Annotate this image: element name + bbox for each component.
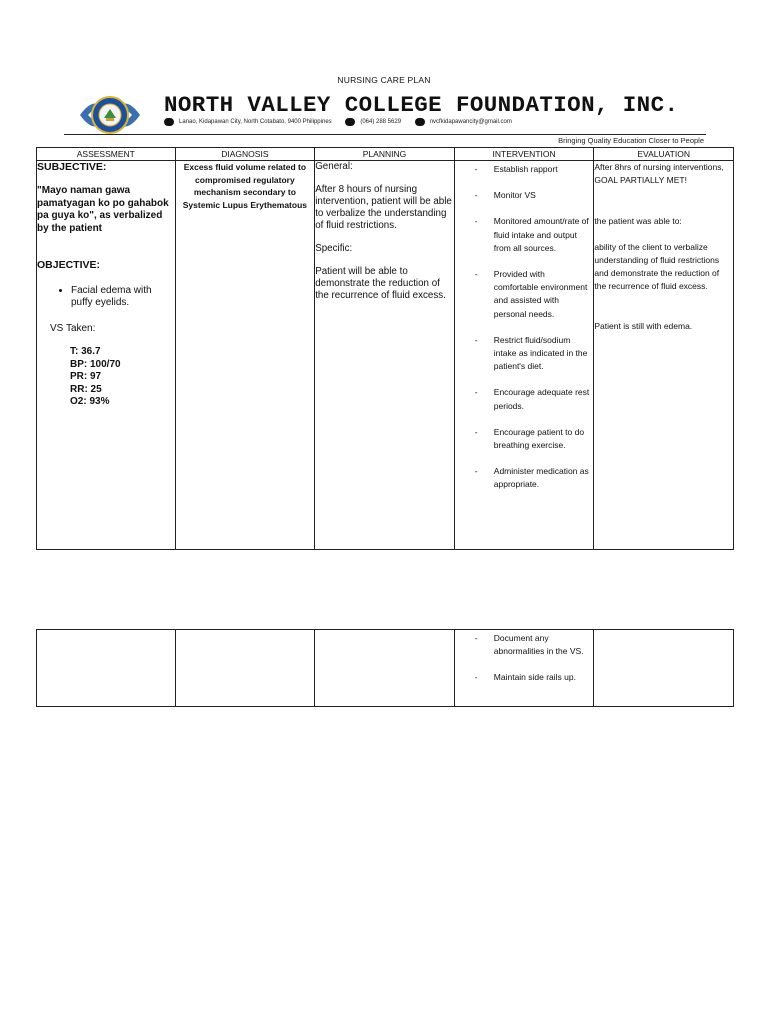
tagline: Bringing Quality Education Closer to People — [558, 136, 704, 145]
location-icon — [164, 118, 174, 126]
objective-list — [37, 285, 175, 309]
assessment-cell-empty — [37, 630, 176, 707]
evaluation-edema: Patient is still with edema. — [594, 321, 693, 331]
phone-text: (064) 288 5629 — [360, 119, 402, 125]
table-row — [37, 161, 734, 550]
list-item: - Restrict fluid/sodium intake as indicated in the patient's diet. — [455, 334, 590, 374]
vital-pr: PR: 97 — [70, 371, 102, 382]
evaluation-cell — [594, 161, 734, 550]
evaluation-ability: ability of the client to verbalize understanding of fluid restrictions and demonstrate the reduction of the recurrence of fluid excess. — [594, 242, 720, 291]
evaluation-cell-empty — [594, 630, 734, 707]
vital-bp: BP: 100/70 — [70, 358, 121, 370]
planning-cell-empty — [315, 630, 455, 707]
list-item: - Maintain side rails up. — [455, 671, 590, 684]
list-item: - Encourage adequate rest periods. — [455, 386, 590, 412]
header-diagnosis: DIAGNOSIS — [175, 148, 315, 161]
vital-rr: RR: 25 — [70, 383, 102, 395]
vital-o2: O2: 93% — [70, 396, 110, 407]
letterhead-rule — [64, 134, 706, 135]
specific-label: Specific: — [315, 243, 353, 254]
email-item — [415, 118, 512, 126]
phone-item — [345, 118, 401, 126]
address-item — [164, 118, 332, 126]
diagnosis-cell-empty — [175, 630, 315, 707]
document-title: NURSING CARE PLAN — [337, 75, 431, 85]
objective-label: OBJECTIVE: — [37, 259, 101, 271]
list-item: - Encourage patient to do breathing exercise. — [455, 426, 590, 452]
intervention-list — [455, 630, 594, 685]
vitals-list — [37, 346, 175, 409]
intervention-list — [455, 161, 594, 492]
evaluation-able: the patient was able to: — [594, 216, 682, 226]
objective-item: • Facial edema with puffy eyelids. — [71, 285, 175, 309]
general-label: General: — [315, 161, 353, 172]
list-item: - Provided with comfortable environment and assisted with personal needs. — [455, 268, 590, 321]
intervention-cell — [454, 161, 594, 550]
vs-label: VS Taken: — [50, 323, 96, 334]
evaluation-goal: After 8hrs of nursing interventions, GOAL PARTIALLY MET! — [594, 162, 724, 185]
header-intervention: INTERVENTION — [454, 148, 594, 161]
list-item: - Monitored amount/rate of fluid intake and output from all sources. — [455, 215, 590, 255]
diagnosis-text: Excess fluid volume related to compromised regulatory mechanism secondary to Systemic Lupus Erythematous — [182, 162, 307, 210]
list-item: - Monitor VS — [455, 189, 590, 202]
contact-line — [164, 118, 524, 128]
subjective-quote: "Mayo naman gawa pamatyagan ko po gahabok pa guya ko", as verbalized by the patient — [37, 185, 169, 234]
header-row — [37, 148, 734, 161]
planning-cell — [315, 161, 455, 550]
list-item: - Document any abnormalities in the VS. — [455, 632, 590, 658]
intervention-cell — [454, 630, 594, 707]
letterhead — [64, 88, 708, 144]
subjective-label: SUBJECTIVE: — [37, 161, 107, 173]
email-icon — [415, 118, 425, 126]
specific-text: Patient will be able to demonstrate the reduction of the recurrence of fluid excess. — [315, 266, 446, 301]
email-text: nvcfkidapawancity@gmail.com — [429, 119, 512, 125]
vital-temp: T: 36.7 — [70, 346, 101, 357]
list-item: - Establish rapport — [455, 163, 590, 176]
assessment-cell — [37, 161, 176, 550]
phone-icon — [345, 118, 355, 126]
list-item: - Administer medication as appropriate. — [455, 465, 590, 491]
college-seal-icon — [78, 92, 142, 138]
table-row — [37, 630, 734, 707]
college-name: NORTH VALLEY COLLEGE FOUNDATION, INC. — [164, 92, 679, 118]
general-text: After 8 hours of nursing intervention, patient will be able to verbalize the understanding of fluid restrictions. — [315, 184, 452, 231]
care-plan-table-continued — [36, 629, 734, 707]
diagnosis-cell — [175, 161, 315, 550]
header-planning: PLANNING — [315, 148, 455, 161]
address-text: Lanao, Kidapawan City, North Cotabato, 9400 Philippines — [179, 119, 332, 125]
care-plan-table — [36, 147, 734, 550]
header-assessment: ASSESSMENT — [37, 148, 176, 161]
header-evaluation: EVALUATION — [594, 148, 734, 161]
